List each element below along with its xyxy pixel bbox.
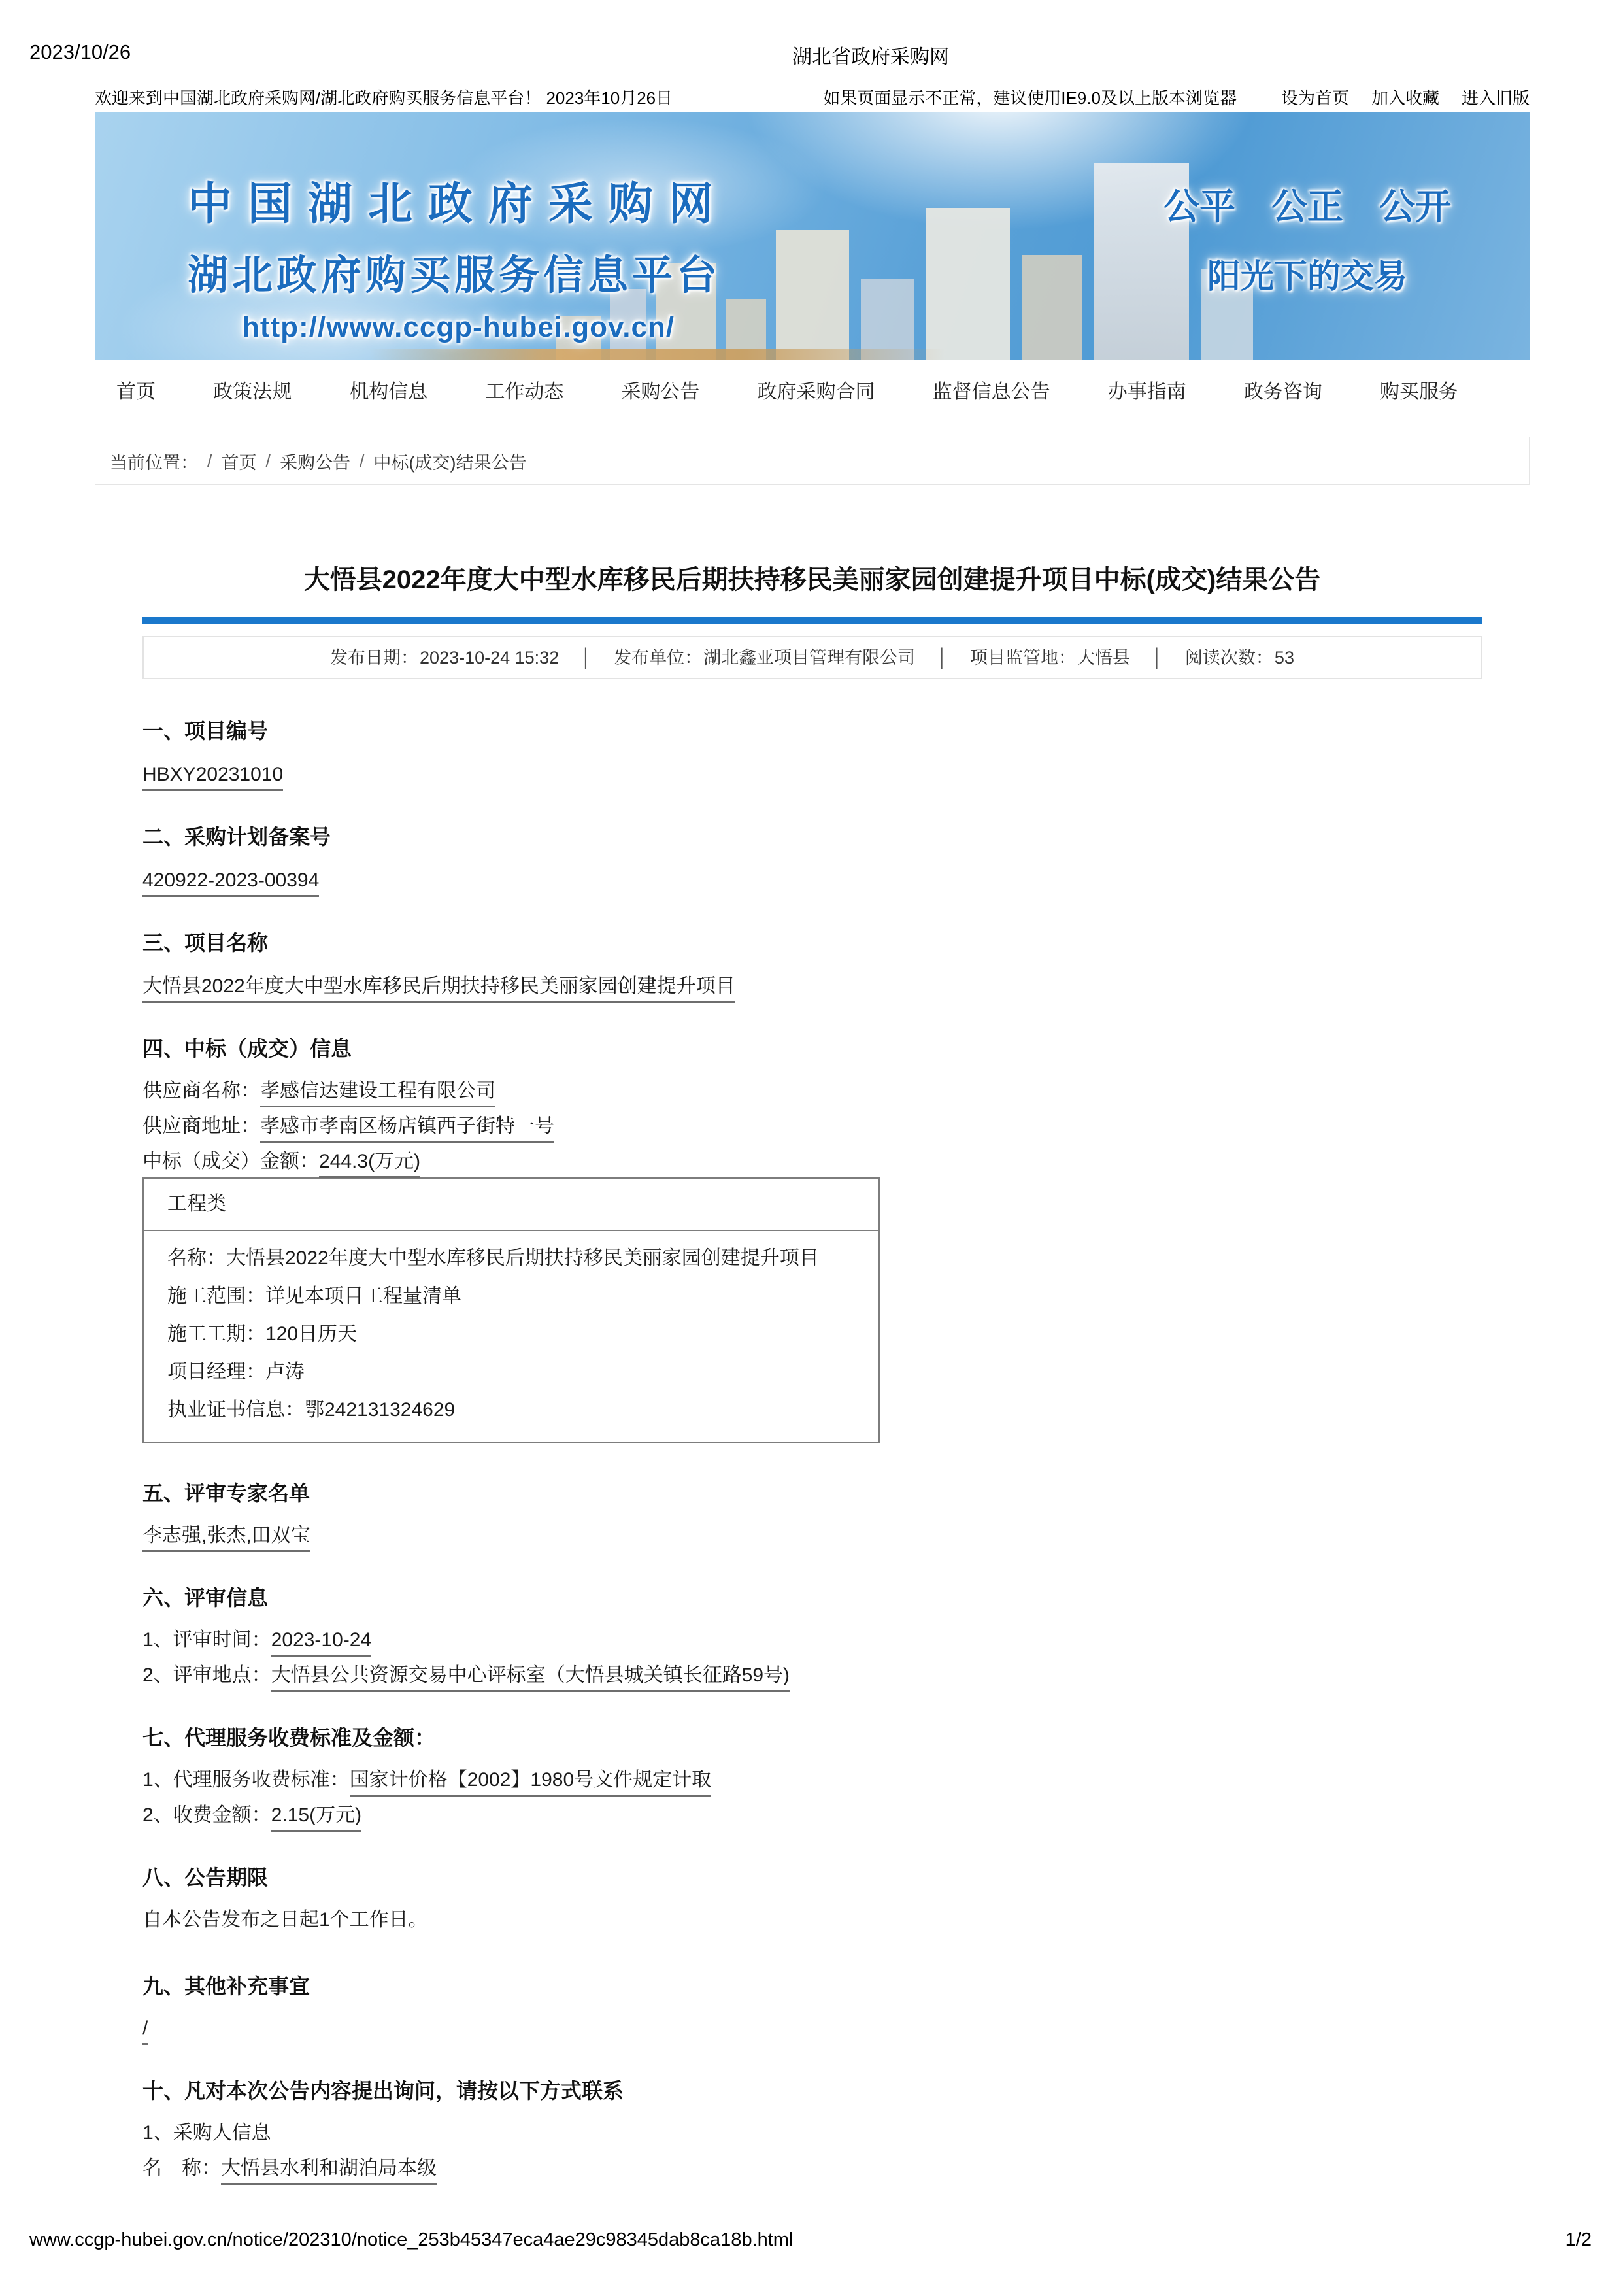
breadcrumb-award-results[interactable]: 中标(成交)结果公告: [373, 452, 527, 473]
section-heading-review-info: 六、评审信息: [142, 1586, 269, 1610]
fee-standard-line: [142, 1768, 1482, 1792]
section-heading-other-matters: 九、其他补充事宜: [142, 1974, 310, 1998]
section-heading-project-number: 一、项目编号: [142, 719, 269, 743]
section-heading-contact: 十、凡对本次公告内容提出询问，请按以下方式联系: [142, 2079, 624, 2102]
breadcrumb-separator: /: [360, 450, 365, 471]
publisher-label: 发布单位：: [614, 648, 703, 667]
meta-separator: │: [1152, 648, 1163, 667]
site-banner: [95, 112, 1530, 360]
supplier-name-label: 供应商名称：: [142, 1080, 260, 1102]
review-place-value: 大悟县公共资源交易中心评标室（大悟县城关镇长征路59号): [271, 1664, 790, 1692]
title-accent-bar: [142, 617, 1482, 624]
old-version-link[interactable]: 进入旧版: [1461, 88, 1530, 108]
other-matters-line: [142, 2017, 1482, 2040]
table-row-manager: 项目经理：卢涛: [167, 1361, 305, 1383]
table-row-scope: 施工范围：详见本项目工程量清单: [167, 1285, 461, 1307]
fee-standard-value: 国家计价格【2002】1980号文件规定计取: [350, 1769, 711, 1797]
meta-separator: │: [580, 648, 592, 667]
award-amount-value: 244.3(万元): [319, 1151, 420, 1178]
project-name-line: [142, 975, 1482, 998]
nav-item-contracts[interactable]: 政府采购合同: [757, 381, 875, 403]
purchaser-info-line: [142, 2121, 1482, 2145]
building-silhouette: [861, 279, 914, 360]
notice-article: [142, 564, 1482, 2180]
project-name-value: 大悟县2022年度大中型水库移民后期扶持移民美丽家园创建提升项目: [142, 975, 735, 1003]
section-heading-experts: 五、评审专家名单: [142, 1481, 310, 1505]
print-header-site-title: 湖北省政府采购网: [792, 46, 949, 68]
nav-item-guide[interactable]: 办事指南: [1107, 381, 1186, 403]
review-date-line: [142, 1629, 1482, 1652]
plan-number-line: [142, 869, 1482, 892]
supplier-name-line: [142, 1079, 1482, 1103]
nav-item-org-info[interactable]: 机构信息: [349, 381, 428, 403]
views-label: 阅读次数：: [1184, 648, 1273, 667]
print-header-date: 2023/10/26: [29, 41, 131, 63]
fee-standard-label: 1、代理服务收费标准：: [142, 1769, 350, 1791]
award-amount-line: [142, 1150, 1482, 1173]
set-homepage-link[interactable]: 设为首页: [1280, 88, 1349, 108]
nav-item-purchase-service[interactable]: 购买服务: [1379, 381, 1458, 403]
breadcrumb: [95, 437, 1530, 485]
breadcrumb-separator: /: [207, 450, 212, 471]
table-row-name: 名称：大悟县2022年度大中型水库移民后期扶持移民美丽家园创建提升项目: [167, 1247, 819, 1269]
top-utility-links: [823, 85, 1530, 109]
project-number-line: [142, 763, 1482, 786]
top-utility-bar: [95, 85, 1530, 109]
other-matters-value: /: [142, 2017, 148, 2045]
breadcrumb-separator: /: [265, 450, 271, 471]
nav-item-consult[interactable]: 政务咨询: [1243, 381, 1322, 403]
plan-number-value: 420922-2023-00394: [142, 869, 319, 897]
award-detail-table-header: 工程类: [144, 1179, 878, 1231]
nav-item-work-news[interactable]: 工作动态: [485, 381, 564, 403]
breadcrumb-notices[interactable]: 采购公告: [280, 452, 351, 473]
publisher-value: 湖北鑫亚项目管理有限公司: [703, 648, 916, 667]
purchaser-info-text: 1、采购人信息: [142, 2122, 271, 2144]
foliage-strip: [369, 349, 945, 360]
nav-item-home[interactable]: 首页: [116, 381, 156, 403]
table-row-certificate: 执业证书信息：鄂242131324629: [167, 1399, 456, 1421]
section-heading-plan-number: 二、采购计划备案号: [142, 825, 331, 849]
fee-amount-value: 2.15(万元): [271, 1804, 361, 1832]
supplier-address-value: 孝感市孝南区杨店镇西子街特一号: [260, 1115, 554, 1143]
breadcrumb-home[interactable]: 首页: [221, 452, 257, 473]
purchaser-name-value: 大悟县水利和湖泊局本级: [221, 2157, 437, 2185]
section-heading-award-info: 四、中标（成交）信息: [142, 1037, 352, 1060]
site-logo: [188, 169, 729, 344]
nav-item-supervision[interactable]: 监督信息公告: [932, 381, 1050, 403]
review-date-label: 1、评审时间：: [142, 1629, 271, 1651]
slogan-line2: 阳光下的交易: [1207, 258, 1407, 295]
review-place-label: 2、评审地点：: [142, 1664, 271, 1686]
experts-value: 李志强,张杰,田双宝: [142, 1525, 310, 1552]
supplier-address-label: 供应商地址：: [142, 1115, 260, 1137]
views-value: 53: [1274, 648, 1294, 667]
site-logo-line1: 中国湖北政府采购网: [188, 179, 729, 229]
section-heading-notice-period: 八、公告期限: [142, 1866, 269, 1889]
supplier-address-line: [142, 1115, 1482, 1138]
building-silhouette: [926, 208, 1010, 360]
meta-separator: │: [937, 648, 948, 667]
award-detail-table-body: [144, 1231, 878, 1442]
slogan-line1: 公平 公正 公开: [1163, 186, 1451, 227]
site-logo-line2: 湖北政府购买服务信息平台: [188, 253, 722, 298]
print-footer-page-indicator: 1/2: [1565, 2229, 1592, 2250]
notice-period-line: [142, 1908, 1482, 1932]
purchaser-name-label: 名 称：: [142, 2157, 221, 2179]
browser-tip-text: 如果页面显示不正常，建议使用IE9.0及以上版本浏览器: [823, 88, 1237, 108]
supplier-name-value: 孝感信达建设工程有限公司: [260, 1080, 495, 1107]
project-number-value: HBXY20231010: [142, 764, 283, 791]
experts-line: [142, 1524, 1482, 1547]
publish-date-value: 2023-10-24 15:32: [420, 648, 560, 667]
breadcrumb-label: 当前位置：: [110, 452, 198, 473]
region-label: 项目监管地：: [970, 648, 1077, 667]
building-silhouette: [1022, 255, 1082, 360]
article-title: 大悟县2022年度大中型水库移民后期扶持移民美丽家园创建提升项目中标(成交)结果公告: [303, 566, 1321, 594]
review-place-line: [142, 1664, 1482, 1687]
review-date-value: 2023-10-24: [271, 1629, 371, 1657]
purchaser-name-line: [142, 2157, 1482, 2180]
print-footer-url: www.ccgp-hubei.gov.cn/notice/202310/notice_253b45347eca4ae29c98345dab8ca18b.html: [29, 2229, 794, 2250]
welcome-text: 欢迎来到中国湖北政府采购网/湖北政府购买服务信息平台！ 2023年10月26日: [95, 88, 673, 108]
banner-slogan: [1118, 178, 1497, 297]
fee-amount-label: 2、收费金额：: [142, 1804, 271, 1826]
main-nav: [95, 360, 1458, 433]
nav-item-policies[interactable]: 政策法规: [213, 381, 292, 403]
fee-amount-line: [142, 1804, 1482, 1827]
add-favorite-link[interactable]: 加入收藏: [1371, 88, 1439, 108]
nav-item-procurement-notices[interactable]: 采购公告: [621, 381, 700, 403]
award-amount-label: 中标（成交）金额：: [142, 1151, 319, 1172]
publish-date-label: 发布日期：: [330, 648, 419, 667]
notice-period-text: 自本公告发布之日起1个工作日。: [142, 1909, 428, 1931]
section-heading-project-name: 三、项目名称: [142, 931, 269, 954]
article-meta-bar: [142, 636, 1482, 679]
site-logo-url: http://www.ccgp-hubei.gov.cn/: [241, 311, 675, 343]
building-silhouette: [776, 230, 849, 360]
region-value: 大悟县: [1077, 648, 1131, 667]
section-heading-agency-fee: 七、代理服务收费标准及金额：: [142, 1726, 436, 1749]
award-detail-table: [142, 1177, 880, 1443]
page-content: [95, 85, 1530, 2180]
table-row-duration: 施工工期：120日历天: [167, 1323, 358, 1345]
